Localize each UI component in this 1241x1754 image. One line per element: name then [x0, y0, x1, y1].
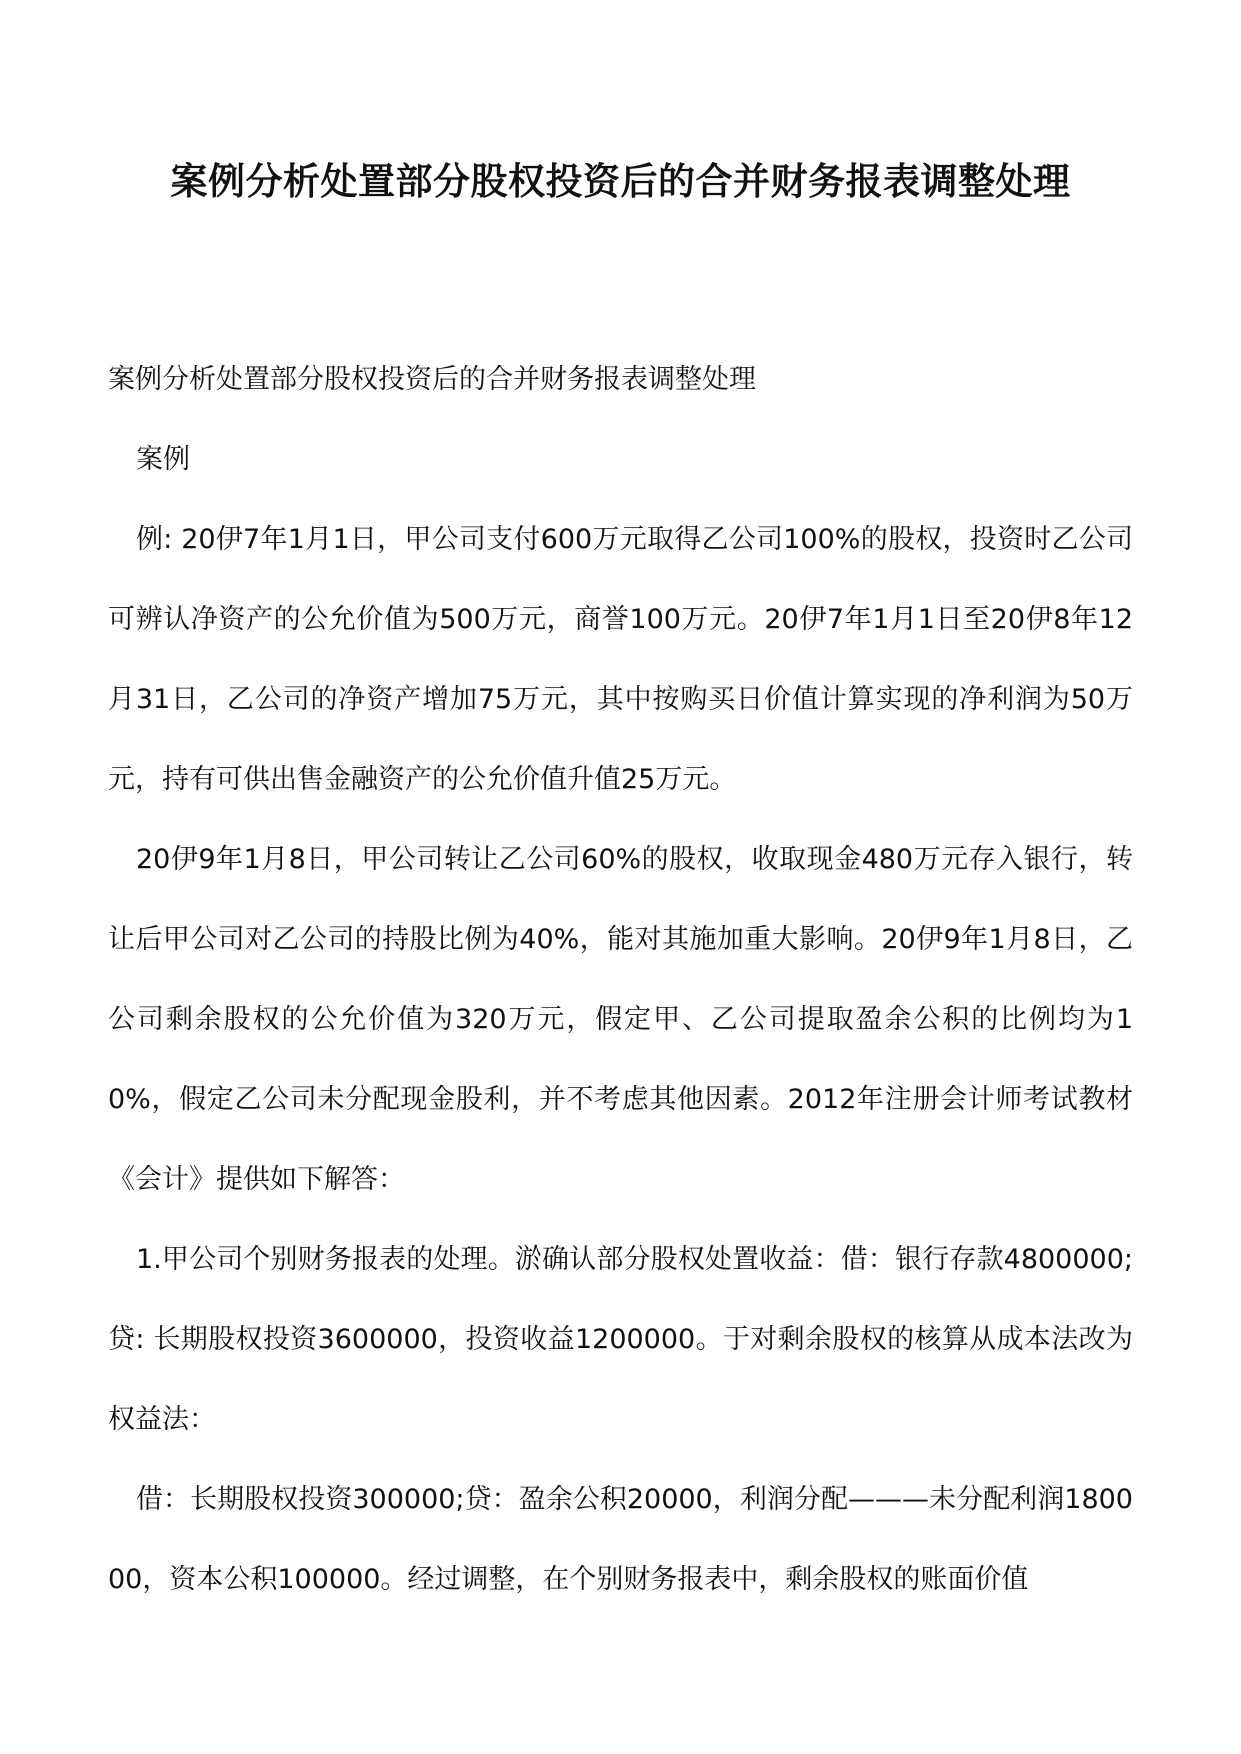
paragraph-heading: 案例分析处置部分股权投资后的合并财务报表调整处理	[108, 364, 756, 395]
paragraph-example: 例: 20伊7年1月1日，甲公司支付600万元取得乙公司100%的股权，投资时乙公司可辨认净资产的公允价值为500万元，商誉100万元。20伊7年1月1日至20伊8年12月31日，乙公司的净资产增加75万元，其中按购买日价值计算实现的净利润为50万元，持有可供出售金融资产的公允价值升值25万元。	[108, 524, 1133, 795]
paragraph-transfer: 20伊9年1月8日，甲公司转让乙公司60%的股权，收取现金480万元存入银行，转让后甲公司对乙公司的持股比例为40%，能对其施加重大影响。20伊9年1月8日，乙公司剩余股权的公允价值为320万元，假定甲、乙公司提取盈余公积的比例均为10%，假定乙公司未分配现金股利，并不考虑其他因素。2012年注册会计师考试教材《会计》提供如下解答：	[108, 844, 1133, 1195]
document-title: 案例分析处置部分股权投资后的合并财务报表调整处理	[170, 159, 1071, 203]
paragraph-individual-statement: 1.甲公司个别财务报表的处理。淤确认部分股权处置收益：借：银行存款4800000;贷: 长期股权投资3600000，投资收益1200000。于对剩余股权的核算从成本法改为权益法：	[108, 1244, 1133, 1435]
document-body	[108, 340, 1133, 1620]
paragraph-case-label: 案例	[136, 444, 190, 475]
paragraph-journal-entry: 借：长期股权投资300000;贷：盈余公积20000，利润分配———未分配利润180000，资本公积100000。经过调整，在个别财务报表中，剩余股权的账面价值	[108, 1484, 1133, 1595]
